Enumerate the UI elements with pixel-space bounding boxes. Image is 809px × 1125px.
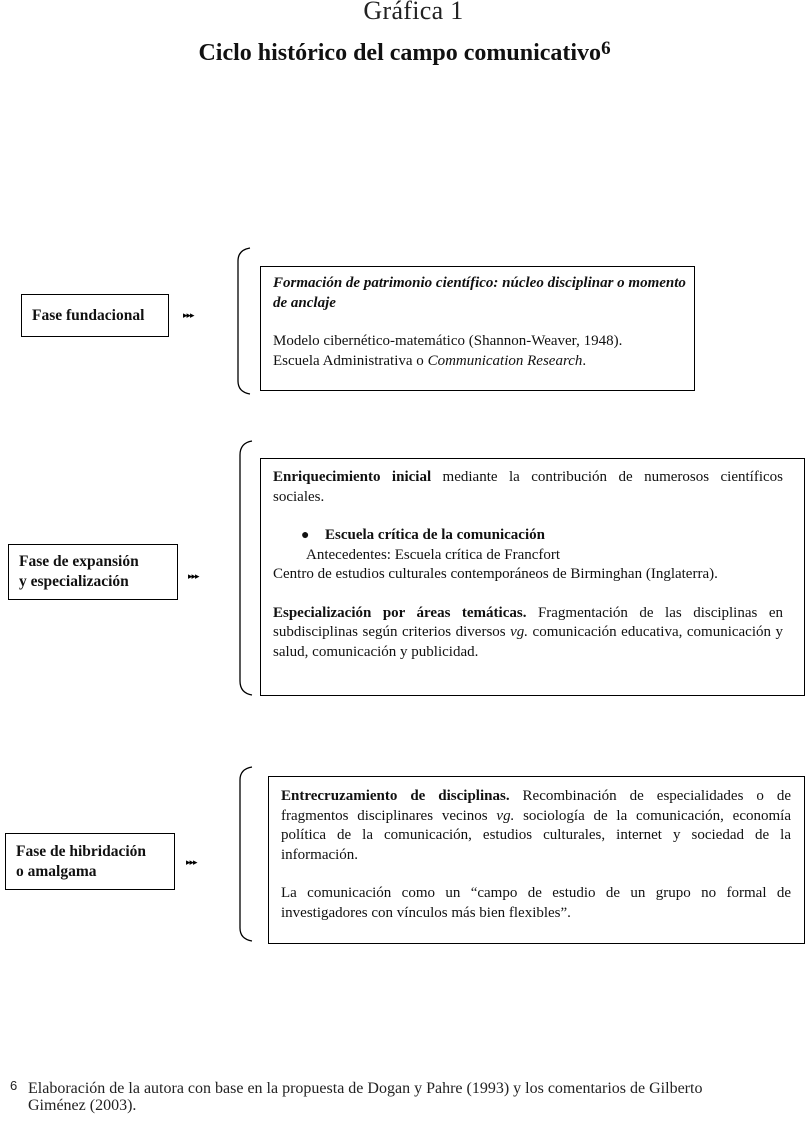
text-fragment: mediante la contribución de numerosos científicos sociales. <box>273 469 783 505</box>
text-fragment: . <box>582 352 587 369</box>
phase-text-line: Modelo cibernético-matemático (Shannon-Weaver, 1948). <box>273 333 623 349</box>
bold-text: Enriquecimiento inicial <box>273 469 432 485</box>
text-fragment: sociología de la comunicación, economía política de la comunicación, estudios culturales, internet y sociedad de la información. <box>281 807 791 863</box>
spacer <box>273 313 686 332</box>
phase-paragraph <box>281 787 791 865</box>
phase-label-text: Fase fundacional <box>32 306 145 324</box>
arrow-icon: ▸▸▸ <box>188 571 199 581</box>
phase-text-line: Centro de estudios culturales contemporáneos de Birminghan (Inglaterra). <box>273 566 718 582</box>
footnote-text: Elaboración de la autora con base en la propuesta de Dogan y Pahre (1993) y los comentarios de Gilberto Giménez (2003). <box>28 1080 703 1114</box>
phase-content-expansion <box>260 458 805 696</box>
italic-text: vg. <box>510 624 529 640</box>
phase-content-fundacional <box>260 266 695 391</box>
brace-icon <box>232 247 252 395</box>
phase-paragraph: La comunicación como un “campo de estudio de un grupo no formal de investigadores con vínculos más bien flexibles”. <box>281 885 791 921</box>
phase-label-text: Fase de expansión <box>19 553 139 570</box>
phase-paragraph <box>273 604 783 663</box>
arrow-icon: ▸▸▸ <box>186 857 197 867</box>
figure-title <box>0 40 809 67</box>
brace-icon <box>234 766 254 942</box>
spacer <box>273 507 783 526</box>
bold-text: Especialización por áreas temáticas. <box>273 604 527 621</box>
spacer <box>281 865 791 884</box>
text-fragment: Recombinación de especialidades o de fragmentos disciplinares vecinos <box>281 788 791 824</box>
arrow-icon: ▸▸▸ <box>183 310 194 320</box>
footnote <box>10 1080 710 1114</box>
phase-label-text: Fase de hibridación <box>16 842 147 860</box>
phase-text-line <box>273 352 686 372</box>
spacer <box>273 585 783 604</box>
phase-heading: Formación de patrimonio científico: núcleo disciplinar o momento de anclaje <box>273 275 686 311</box>
italic-text: vg. <box>496 807 515 824</box>
phase-content-hibridacion <box>268 776 805 944</box>
brace-icon <box>234 440 254 696</box>
phase-label-fundacional <box>21 294 169 337</box>
footnote-reference: 6 <box>601 38 611 59</box>
italic-text: Communication Research <box>427 352 583 369</box>
figure-title-text: Ciclo histórico del campo comunicativo <box>198 40 602 66</box>
bullet-item <box>273 526 783 546</box>
text-fragment: Fragmentación de las disciplinas en subdisciplinas según criterios diversos <box>273 604 783 640</box>
text-fragment: Escuela Administrativa o <box>273 352 428 369</box>
phase-text-line: Antecedentes: Escuela crítica de Francfort <box>306 546 561 563</box>
phase-paragraph <box>273 468 783 507</box>
phase-label-text: y especialización <box>19 573 129 590</box>
footnote-number: 6 <box>10 1078 18 1093</box>
text-fragment: comunicación educativa, comunicación y salud, comunicación y publicidad. <box>273 624 784 660</box>
bold-text: Entrecruzamiento de disciplinas. <box>281 788 510 804</box>
phase-label-expansion <box>8 544 178 600</box>
phase-label-text: o amalgama <box>16 862 97 880</box>
figure-label: Gráfica 1 <box>363 0 464 25</box>
phase-label-hibridacion <box>5 833 175 890</box>
bold-text: Escuela crítica de la comunicación <box>325 527 545 543</box>
bullet-icon: ● <box>301 528 310 543</box>
